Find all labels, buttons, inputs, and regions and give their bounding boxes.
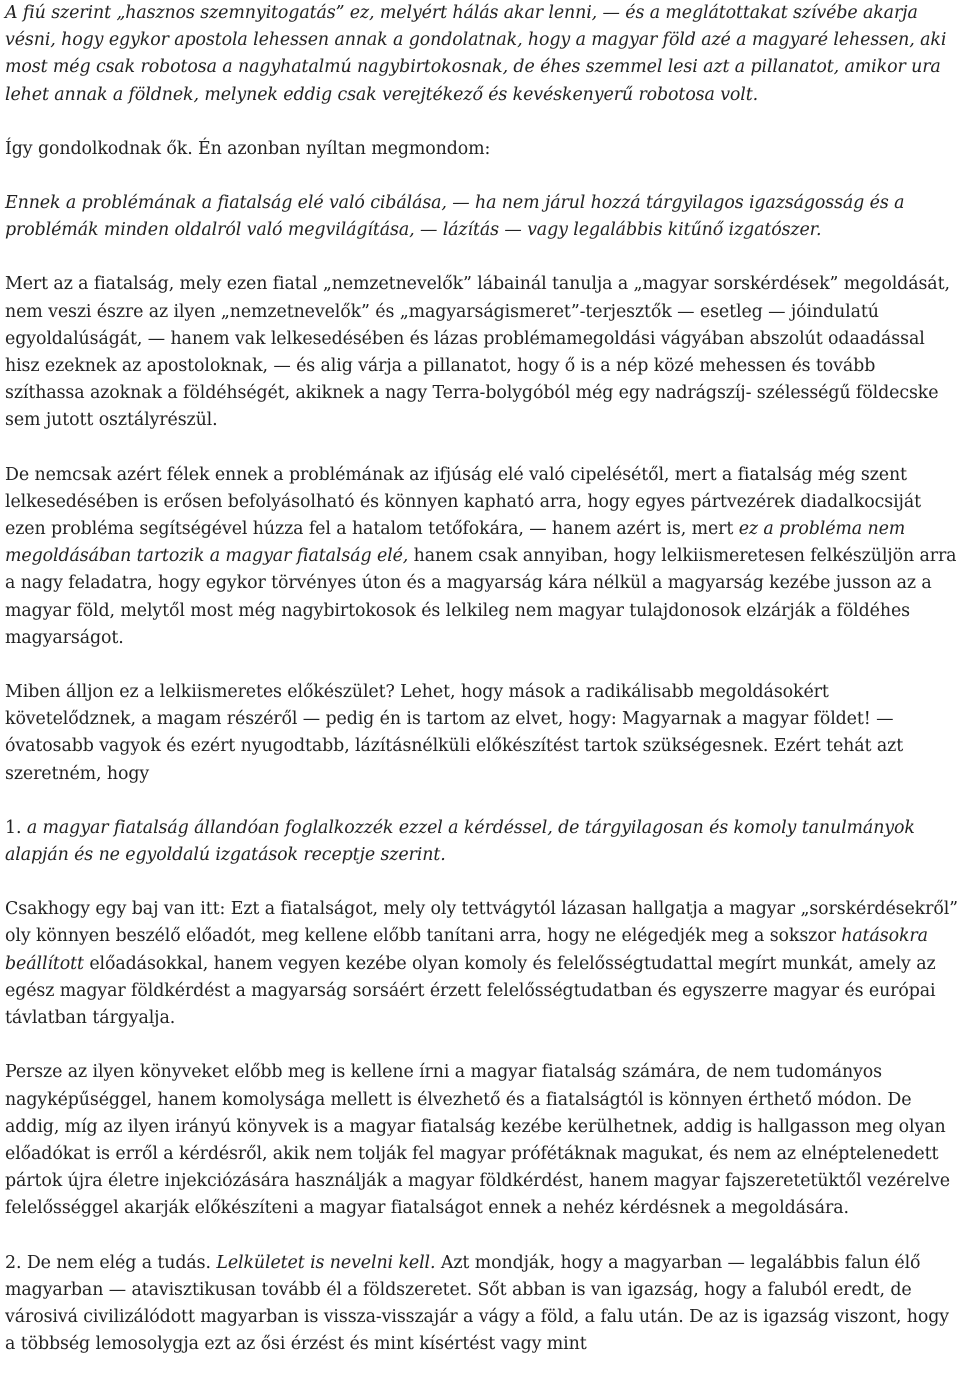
paragraph-5-text-c: hanem csak annyiban, hogy lelkiismeretesen felkészüljön arra a nagy feladatra, hogy egykor törvényes úton és a magyarság kára nélkül a magyarság kezébe jusson az a magyar föld, melytől most még nagybirtokosok és lelkileg nem magyar tulajdonosok elzárják a földéhes magyarságot. <box>5 546 957 648</box>
list-number-1: 1. <box>5 817 27 838</box>
paragraph-7-emphasis: a magyar fiatalság állandóan foglalkozzék ezzel a kérdéssel, de tárgyilagosan és komoly tanulmányok alapján és ne egyoldalú izgatások receptje szerint. <box>5 817 915 866</box>
paragraph-1 <box>5 0 958 109</box>
paragraph-7 <box>5 815 958 869</box>
paragraph-8-emphasis: hatásokra beállított <box>5 926 928 974</box>
paragraph-10 <box>5 1250 958 1359</box>
paragraph-10-text-a: 2. De nem elég a tudás. <box>5 1252 217 1273</box>
paragraph-8-text-c: előadásokkal, hanem vegyen kezébe olyan komoly és felelősségtudattal megírt munkát, amely az egész magyar földkérdést a magyarság sorsáért érzett felelősségtudatban és egyszerre magyar és európai távlatban tárgyalja. <box>5 953 936 1029</box>
paragraph-10-emphasis: Lelkületet is nevelni kell. <box>216 1252 436 1273</box>
paragraph-8 <box>5 896 958 1032</box>
paragraph-8-text-a: Csakhogy egy baj van itt: Ezt a fiatalságot, mely oly tettvágytól lázasan hallgatja a magyar „sorskérdésekről” oly könnyen beszélő előadót, meg kellene előbb tanítani arra, hogy ne elégedjék meg a sokszor <box>5 899 958 947</box>
paragraph-1-text: A fiú szerint „hasznos szemnyitogatás” ez, melyért hálás akar lenni, — és a meglátottakat szívébe akarja vésni, hogy egykor apostola lehessen annak a gondolatnak, hogy a magyar föld azé a magyaré lehessen, aki most még csak robotosa a nagyhatalmú nagybirtokosnak, de éhes szemmel lesi azt a pillanatot, amikor ura lehet annak a földnek, melynek eddig csak verejtékező és kevéskenyerű robotosa volt. <box>5 3 947 105</box>
paragraph-5 <box>5 462 958 652</box>
paragraph-3: Ennek a problémának a fiatalság elé való cibálása, — ha nem járul hozzá tárgyilagos igazságosság és a problémák minden oldalról való megvilágítása, — lázítás — vagy legalábbis kitűnő izgatószer. <box>5 193 905 241</box>
paragraph-9: Persze az ilyen könyveket előbb meg is kellene írni a magyar fiatalság számára, de nem tudományos nagyképűséggel, hanem komolysága mellett is élvezhető és a fiatalságtól is könnyen érthető módon. De addig, míg az ilyen irányú könyvek is a magyar fiatalság kezébe kerülhetnek, addig is hallgasson meg olyan előadókat is erről a kérdésről, akik nem tolják fel magyar prófétáknak magukat, és nem az elnéptelenedett pártok újra életre injekciózására használják a magyar földkérdést, hanem magyar fajszeretetüktől vezérelve felelősséggel akarják előkészíteni a magyar fiatalságot ennek a nehéz kérdésnek a megoldására. <box>5 1062 950 1219</box>
paragraph-6: Miben álljon ez a lelkiismeretes előkészület? Lehet, hogy mások a radikálisabb megoldásokért követelődznek, a magam részéről — pedig én is tartom az elvet, hogy: Magyarnak a magyar földet! — óvatosabb vagyok és ezért nyugodtabb, lázításnélküli előkészítést tartok szükségesnek. Ezért tehát azt szeretném, hogy <box>5 682 904 784</box>
paragraph-10-text-c: Azt mondják, hogy a magyarban — legalábbis falun élő magyarban — atavisztikusan tovább él a földszeretet. Sőt abban is van igazság, hogy a faluból eredt, de városivá civilizálódott magyarban is vissza-visszajár a vágy a föld, a falu után. De az is igazság viszont, hogy a többség lemosolygja ezt az ősi érzést és mint kísértést vagy mint <box>5 1252 949 1355</box>
paragraph-2: Így gondolkodnak ők. Én azonban nyíltan megmondom: <box>5 138 491 159</box>
paragraph-5-text-a: De nemcsak azért félek ennek a problémának az ifjúság elé való cipelésétől, mert a fiatalság még szent lelkesedésében is erősen befolyásolható és könnyen kapható arra, hogy egyes pártvezérek diadalkocsiját ezen probléma segítségével húzza fel a hatalom tetőfokára, — hanem azért is, mert <box>5 464 921 540</box>
paragraph-4: Mert az a fiatalság, mely ezen fiatal „nemzetnevelők” lábainál tanulja a „magyar sorskérdések” megoldását, nem veszi észre az ilyen „nemzetnevelők” és „magyarságismeret”-terjesztők — esetleg — jóindulatú egyoldalúságát, — hanem vak lelkesedésében és lázas problémamegoldási vágyában abszolút odaadással hisz ezeknek az apostoloknak, — és alig várja a pillanatot, hogy ő is a nép közé mehessen és tovább szíthassa azoknak a földéhségét, akiknek a nagy Terra-bolygóból még egy nadrágszíj- szélességű földecske sem jutott osztályrészül. <box>5 274 950 431</box>
paragraph-5-emphasis: ez a probléma nem megoldásában tartozik a magyar fiatalság elé, <box>5 519 906 567</box>
